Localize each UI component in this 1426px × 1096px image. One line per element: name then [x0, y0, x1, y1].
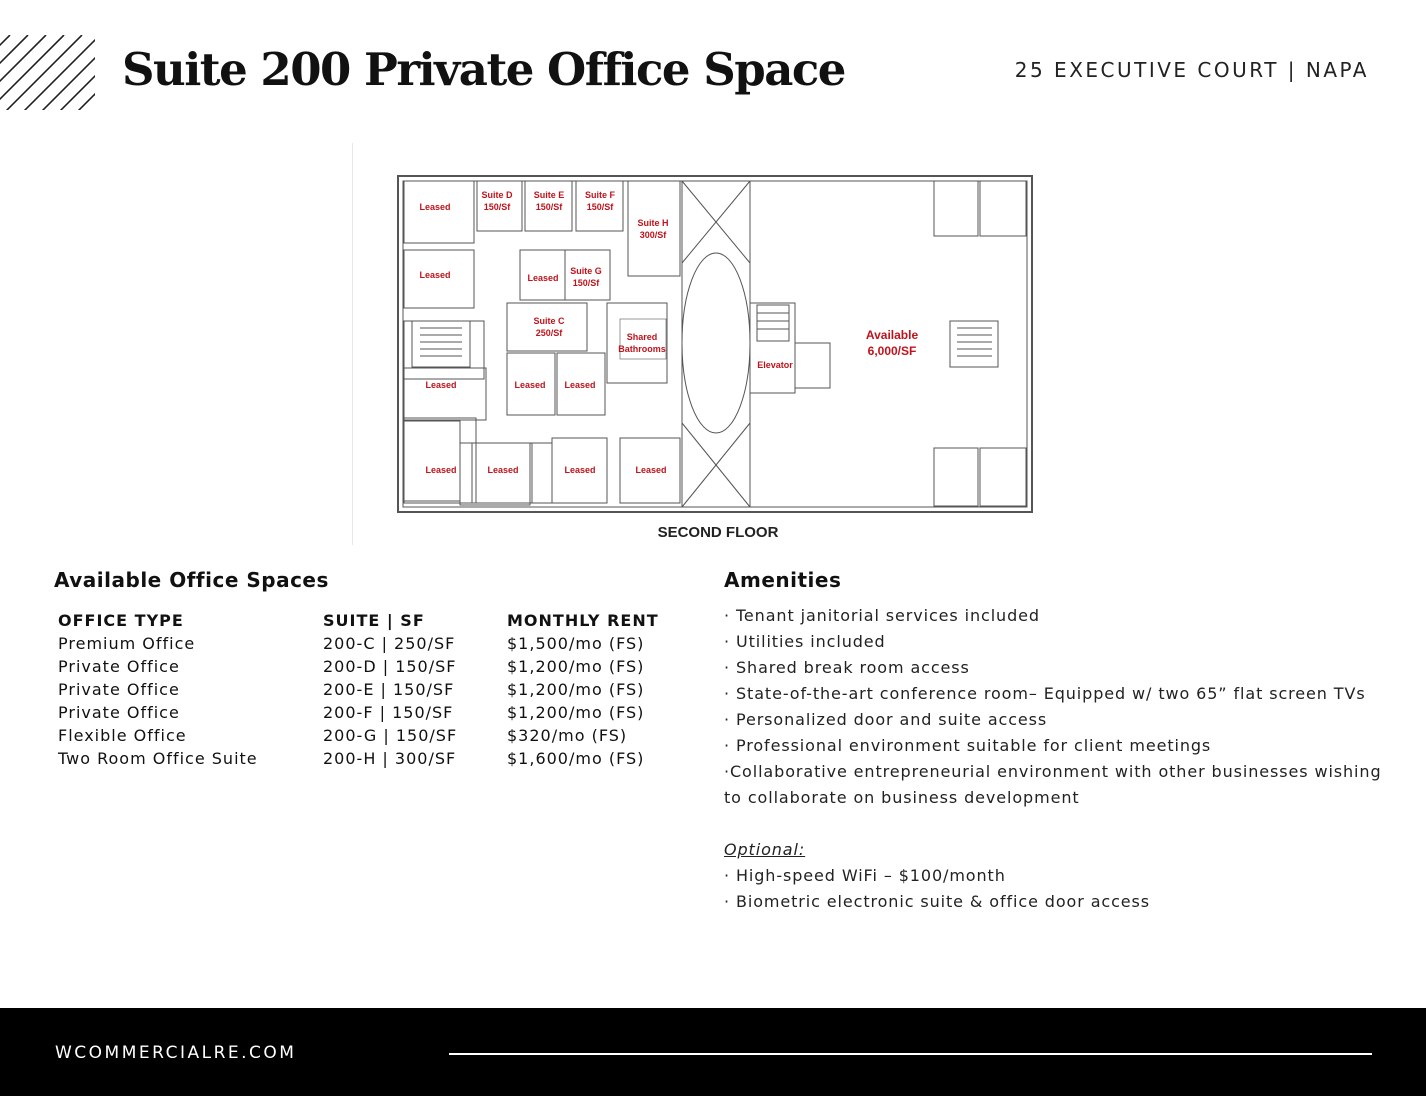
- room-label-bathrooms: Bathrooms: [618, 344, 666, 354]
- room-label-leased: Leased: [419, 202, 451, 212]
- table-row: [54, 655, 691, 678]
- optional-item: · Biometric electronic suite & office door access: [724, 892, 1151, 911]
- room-label-suite-c: Suite C: [533, 316, 565, 326]
- monthly-rent-cell: $1,200/mo (FS): [507, 703, 645, 722]
- optional-label-text: Optional:: [724, 840, 806, 859]
- office-type-cell: Premium Office: [58, 634, 196, 653]
- table-header-row: [54, 606, 691, 632]
- monthly-rent-cell: $320/mo (FS): [507, 726, 628, 745]
- office-type-cell: Two Room Office Suite: [58, 749, 258, 768]
- floor-label: SECOND FLOOR: [657, 524, 779, 541]
- suite-sf-cell: 200-G | 150/SF: [323, 726, 458, 745]
- column-header-monthly-rent: MONTHLY RENT: [507, 610, 659, 630]
- room-label-leased: Leased: [425, 380, 457, 390]
- room-label-leased: Leased: [425, 465, 457, 475]
- room-label-suite-g-size: 150/Sf: [572, 278, 600, 288]
- table-row: [54, 632, 691, 655]
- monthly-rent-cell: $1,200/mo (FS): [507, 680, 645, 699]
- spaces-heading: Available Office Spaces: [54, 568, 329, 592]
- room-label-suite-g: Suite G: [570, 266, 602, 276]
- room-label-suite-h-size: 300/Sf: [639, 230, 667, 240]
- footer-website-link[interactable]: WCOMMERCIALRE.COM: [55, 1043, 297, 1063]
- decorative-stripes: [0, 35, 95, 110]
- suite-sf-cell: 200-H | 300/SF: [323, 749, 457, 768]
- office-spaces-table: [54, 606, 691, 770]
- room-label-elevator: Elevator: [757, 360, 793, 370]
- office-type-cell: Private Office: [58, 680, 180, 699]
- amenities-list: [724, 603, 1404, 915]
- room-label-leased: Leased: [514, 380, 546, 390]
- room-label-suite-c-size: 250/Sf: [535, 328, 563, 338]
- room-label-available: Available: [865, 328, 919, 342]
- office-type-cell: Private Office: [58, 657, 180, 676]
- suite-sf-cell: 200-C | 250/SF: [323, 634, 456, 653]
- amenity-item: · Shared break room access: [724, 658, 970, 677]
- table-row: [54, 678, 691, 701]
- monthly-rent-cell: $1,200/mo (FS): [507, 657, 645, 676]
- footer-divider: [449, 1053, 1372, 1055]
- amenity-item: · Utilities included: [724, 632, 886, 651]
- table-row: [54, 701, 691, 724]
- room-label-leased: Leased: [419, 270, 451, 280]
- table-row: [54, 724, 691, 747]
- amenities-heading: Amenities: [724, 568, 842, 592]
- amenity-item: · Tenant janitorial services included: [724, 606, 1040, 625]
- room-label-leased: Leased: [564, 465, 596, 475]
- column-header-suite-sf: SUITE | SF: [323, 610, 425, 630]
- monthly-rent-cell: $1,500/mo (FS): [507, 634, 645, 653]
- room-label-leased: Leased: [527, 273, 559, 283]
- suite-sf-cell: 200-E | 150/SF: [323, 680, 455, 699]
- room-label-suite-e-size: 150/Sf: [535, 202, 563, 212]
- room-label-leased: Leased: [487, 465, 519, 475]
- optional-item: · High-speed WiFi – $100/month: [724, 866, 1006, 885]
- room-label-suite-f: Suite F: [584, 190, 616, 200]
- office-type-cell: Flexible Office: [58, 726, 187, 745]
- amenity-item: · Professional environment suitable for client meetings: [724, 736, 1212, 755]
- room-label-leased: Leased: [564, 380, 596, 390]
- amenity-item: ·Collaborative entrepreneurial environment with other businesses wishing to collaborate on business development: [724, 762, 1382, 807]
- spacer: [724, 811, 1404, 837]
- second-floor-plan: [352, 143, 1077, 545]
- room-label-shared: Shared: [626, 332, 658, 342]
- page-title: Suite 200 Private Office Space: [122, 43, 845, 96]
- room-label-suite-f-size: 150/Sf: [586, 202, 614, 212]
- amenity-item: · Personalized door and suite access: [724, 710, 1048, 729]
- room-label-suite-d-size: 150/Sf: [483, 202, 511, 212]
- monthly-rent-cell: $1,600/mo (FS): [507, 749, 645, 768]
- optional-label: [724, 837, 1404, 863]
- suite-sf-cell: 200-F | 150/SF: [323, 703, 454, 722]
- room-label-leased: Leased: [635, 465, 667, 475]
- room-label-suite-h: Suite H: [637, 218, 669, 228]
- property-address: 25 EXECUTIVE COURT | NAPA: [1014, 58, 1369, 82]
- room-label-suite-d: Suite D: [481, 190, 513, 200]
- room-label-available-size: 6,000/SF: [867, 344, 917, 358]
- room-label-suite-e: Suite E: [533, 190, 565, 200]
- office-type-cell: Private Office: [58, 703, 180, 722]
- amenity-item: · State-of-the-art conference room– Equipped w/ two 65” flat screen TVs: [724, 684, 1366, 703]
- suite-sf-cell: 200-D | 150/SF: [323, 657, 457, 676]
- column-header-office-type: OFFICE TYPE: [58, 610, 184, 630]
- table-row: [54, 747, 691, 770]
